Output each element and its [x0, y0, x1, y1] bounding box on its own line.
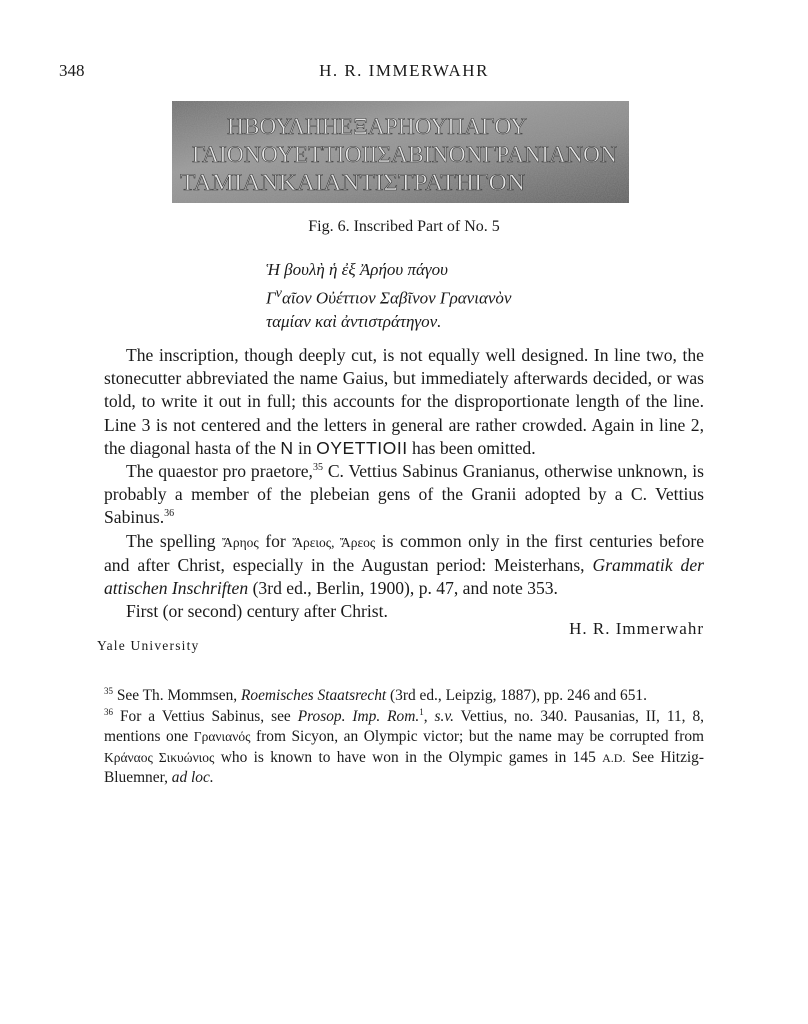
fn36-adloc: ad loc. — [171, 769, 214, 786]
p3-for: for — [265, 530, 286, 551]
footnote-35 — [104, 686, 704, 707]
fn36-title: Prosop. Imp. Rom. — [297, 707, 420, 725]
greek-transcription — [266, 258, 511, 333]
fn36-greek-2: Κράναος Σικυώνιος — [104, 749, 215, 765]
footnotes — [104, 686, 704, 789]
p3-greek-1: Ἄρηος — [222, 534, 259, 550]
p3-b: is common only in the first centuries before and after Christ, especially in the Augustan period: Meisterhans, — [104, 530, 705, 575]
p3-title: Grammatik der attischen Inschriften — [104, 554, 704, 599]
fn36-e: who is known to have won in the Olympic games in 145 — [220, 748, 596, 766]
p1-greek-word: OYETTIOII — [316, 437, 408, 458]
paragraph-2 — [104, 460, 704, 530]
fn36-ad: A.D. — [602, 750, 626, 765]
paragraph-3 — [104, 530, 704, 601]
footnote-ref-36[interactable]: 36 — [164, 508, 175, 520]
inscription-svg — [172, 101, 629, 203]
figure-caption: Fig. 6. Inscribed Part of No. 5 — [308, 218, 500, 235]
fn35-a: See Th. Mommsen, — [116, 687, 238, 704]
fn35-title: Roemisches Staatsrecht — [241, 687, 387, 704]
page-number: 348 — [59, 61, 85, 80]
fn36-c: Vettius, no. 340. Pausanias, II, 11, 8, mentions one — [104, 707, 704, 745]
p1-end: has been omitted. — [412, 437, 536, 458]
inscription-line-1: ΗΒΟΥΛΗΗΕΞΑΡΗΟΥΠΑΓΟΥ — [227, 114, 528, 139]
greek-line-2: $\Gamma^\nu\alpha ῖo\nu$ Οὐέττιον Σαβῖνον Γρανιανὸν — [266, 284, 512, 308]
body-text — [104, 344, 704, 623]
paragraph-4: First (or second) century after Christ. — [126, 601, 388, 622]
fn36-d: from Sicyon, an Olympic victor; but the name may be corrupted from — [256, 728, 704, 745]
fn36-sup: 1 — [419, 706, 424, 717]
p2-start: The quaestor pro praetore, — [126, 461, 313, 482]
greek-line-3: ταμίαν καὶ ἀντιστράτηγον. — [266, 311, 442, 331]
running-head: H. R. IMMERWAHR — [319, 61, 489, 80]
p1-in: in — [298, 437, 312, 458]
p3-greek-2: Ἄρειος, Ἄρεος — [292, 534, 376, 550]
fn36-a: For a Vettius Sabinus, see — [119, 707, 291, 725]
fn35-b: (3rd ed., Leipzig, 1887), pp. 246 and 651. — [390, 687, 647, 704]
inscription-line-3: ΤΑΜΙΑΝΚΑΙΑΝΤΙΣΤΡΑΤΗΓΟΝ — [180, 170, 526, 195]
p2-mid: C. Vettius Sabinus Granianus, otherwise unknown, is probably a member of the plebeian gens of the Granii adopted by a C. Vettius Sabinus. — [104, 461, 704, 528]
fn36-b: , — [423, 707, 428, 725]
signature: H. R. Immerwahr — [569, 619, 704, 638]
p3-a: The spelling — [126, 530, 216, 551]
affiliation: Yale University — [97, 638, 200, 653]
paragraph-1 — [104, 344, 704, 460]
fn36-greek-1: Γρανιανός — [193, 729, 251, 744]
footnote-36 — [104, 707, 704, 789]
footnote-ref-35[interactable]: 35 — [312, 462, 323, 474]
inscription-photo — [172, 101, 629, 203]
greek-line-1: Ἡ βουλὴ ἡ ἐξ Ἀρήου πάγου — [266, 260, 448, 279]
p3-c: (3rd ed., Berlin, 1900), p. 47, and note 353. — [252, 578, 558, 599]
p1-letter: N — [280, 437, 294, 458]
inscription-line-2: ΓΑΙΟΝΟΥΕΤΤΙΟΙΙΣΑΒΙΝΟΝΓΡΑΝΙΑΝΟΝ — [192, 142, 618, 167]
fn36-sv: s.v. — [434, 707, 454, 725]
p1-text: The inscription, though deeply cut, is not equally well designed. In line two, the stonecutter abbreviated the name Gaius, but immediately afterwards decided, or was told, to write it out in full; this accounts for the disproportionate length of the line. Line 3 is not centered and the letters in general are rather crowded. Again in line 2, the diagonal hasta of the — [104, 345, 704, 458]
fn36-mark: 36 — [104, 706, 113, 717]
fn35-mark: 35 — [104, 685, 113, 696]
fn36-f: See Hitzig-Bluemner, — [104, 748, 705, 786]
